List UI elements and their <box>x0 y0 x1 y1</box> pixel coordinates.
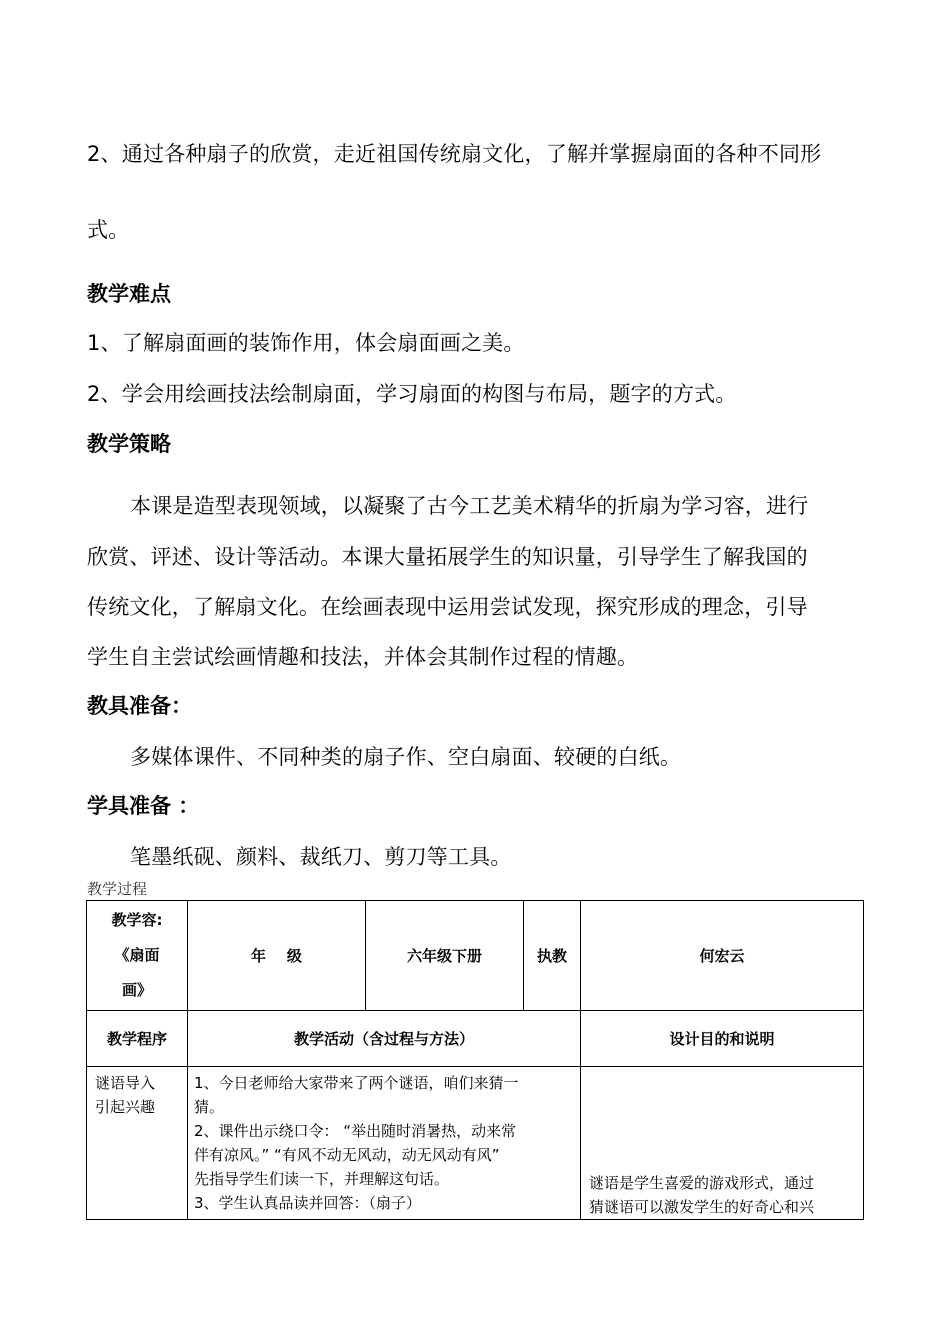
procedure-column-header: 教学程序 <box>87 1011 188 1067</box>
purpose-cell <box>581 1067 864 1220</box>
strategy-line: 传统文化，了解扇文化。在绘画表现中运用尝试发现，探究形成的理念，引导 <box>87 595 808 619</box>
activity-step: 3、学生认真品读并回答：（扇子） <box>194 1194 422 1212</box>
activity-step: 先指导学生们读一下，并理解这句话。 <box>194 1170 450 1188</box>
lesson-name-line-1: 《扇面 <box>114 946 160 964</box>
activity-step: 伴有凉风。” “有风不动无风动，动无风动有风” <box>194 1146 500 1164</box>
strategy-line: 欣赏、评述、设计等活动。本课大量拓展学生的知识量，引导学生了解我国的 <box>87 545 808 569</box>
difficulty-item: 2、学会用绘画技法绘制扇面，学习扇面的构图与布局，题字的方式。 <box>87 382 737 406</box>
column-header-row <box>87 1011 864 1067</box>
purpose-column-header: 设计目的和说明 <box>581 1011 864 1067</box>
objective-2-line-1: 2、通过各种扇子的欣赏，走近祖国传统扇文化，了解并掌握扇面的各种不同形 <box>87 142 822 166</box>
objective-2-line-2: 式。 <box>87 218 130 242</box>
stage-line: 谜语导入 <box>95 1074 156 1092</box>
activity-step: 1、今日老师给大家带来了两个谜语，咱们来猜一 <box>194 1074 519 1092</box>
process-caption: 教学过程 <box>87 880 148 898</box>
lesson-label: 教学容: <box>111 911 163 929</box>
stage-line: 引起兴趣 <box>95 1098 156 1116</box>
strategy-heading: 教学策略 <box>87 432 171 456</box>
activity-column-header: 教学活动（含过程与方法） <box>188 1011 581 1067</box>
header-row <box>87 901 864 1011</box>
activity-step: 猜。 <box>194 1098 225 1116</box>
lesson-name-line-2: 画》 <box>121 981 152 999</box>
difficulties-heading: 教学难点 <box>87 282 171 306</box>
activity-cell <box>188 1067 581 1220</box>
student-prep-heading: 学具准备 ： <box>87 794 200 818</box>
activity-step: 2、课件出示绕口令： “举出随时消暑热，动来常 <box>194 1122 517 1140</box>
strategy-line: 本课是造型表现领域，以凝聚了古今工艺美术精华的折扇为学习容，进行 <box>130 494 809 518</box>
lesson-cell <box>87 901 188 1011</box>
difficulty-item: 1、了解扇面画的装饰作用，体会扇面画之美。 <box>87 331 525 355</box>
teacher-prep-text: 多媒体课件、不同种类的扇子作、空白扇面、较硬的白纸。 <box>130 745 682 769</box>
process-table <box>86 900 864 1220</box>
teacher-prep-heading: 教具准备： <box>87 694 192 718</box>
stage-cell <box>87 1067 188 1220</box>
grade-value: 六年级下册 <box>366 901 524 1011</box>
teacher-name: 何宏云 <box>581 901 864 1011</box>
grade-label: 年 级 <box>188 901 366 1011</box>
teacher-label: 执教 <box>524 901 581 1011</box>
strategy-line: 学生自主尝试绘画情趣和技法，并体会其制作过程的情趣。 <box>87 645 639 669</box>
table-row <box>87 1067 864 1220</box>
student-prep-text: 笔墨纸砚、颜料、裁纸刀、剪刀等工具。 <box>130 845 512 869</box>
purpose-line: 猜谜语可以激发学生的好奇心和兴 <box>589 1198 815 1216</box>
purpose-line: 谜语是学生喜爱的游戏形式，通过 <box>589 1174 815 1192</box>
